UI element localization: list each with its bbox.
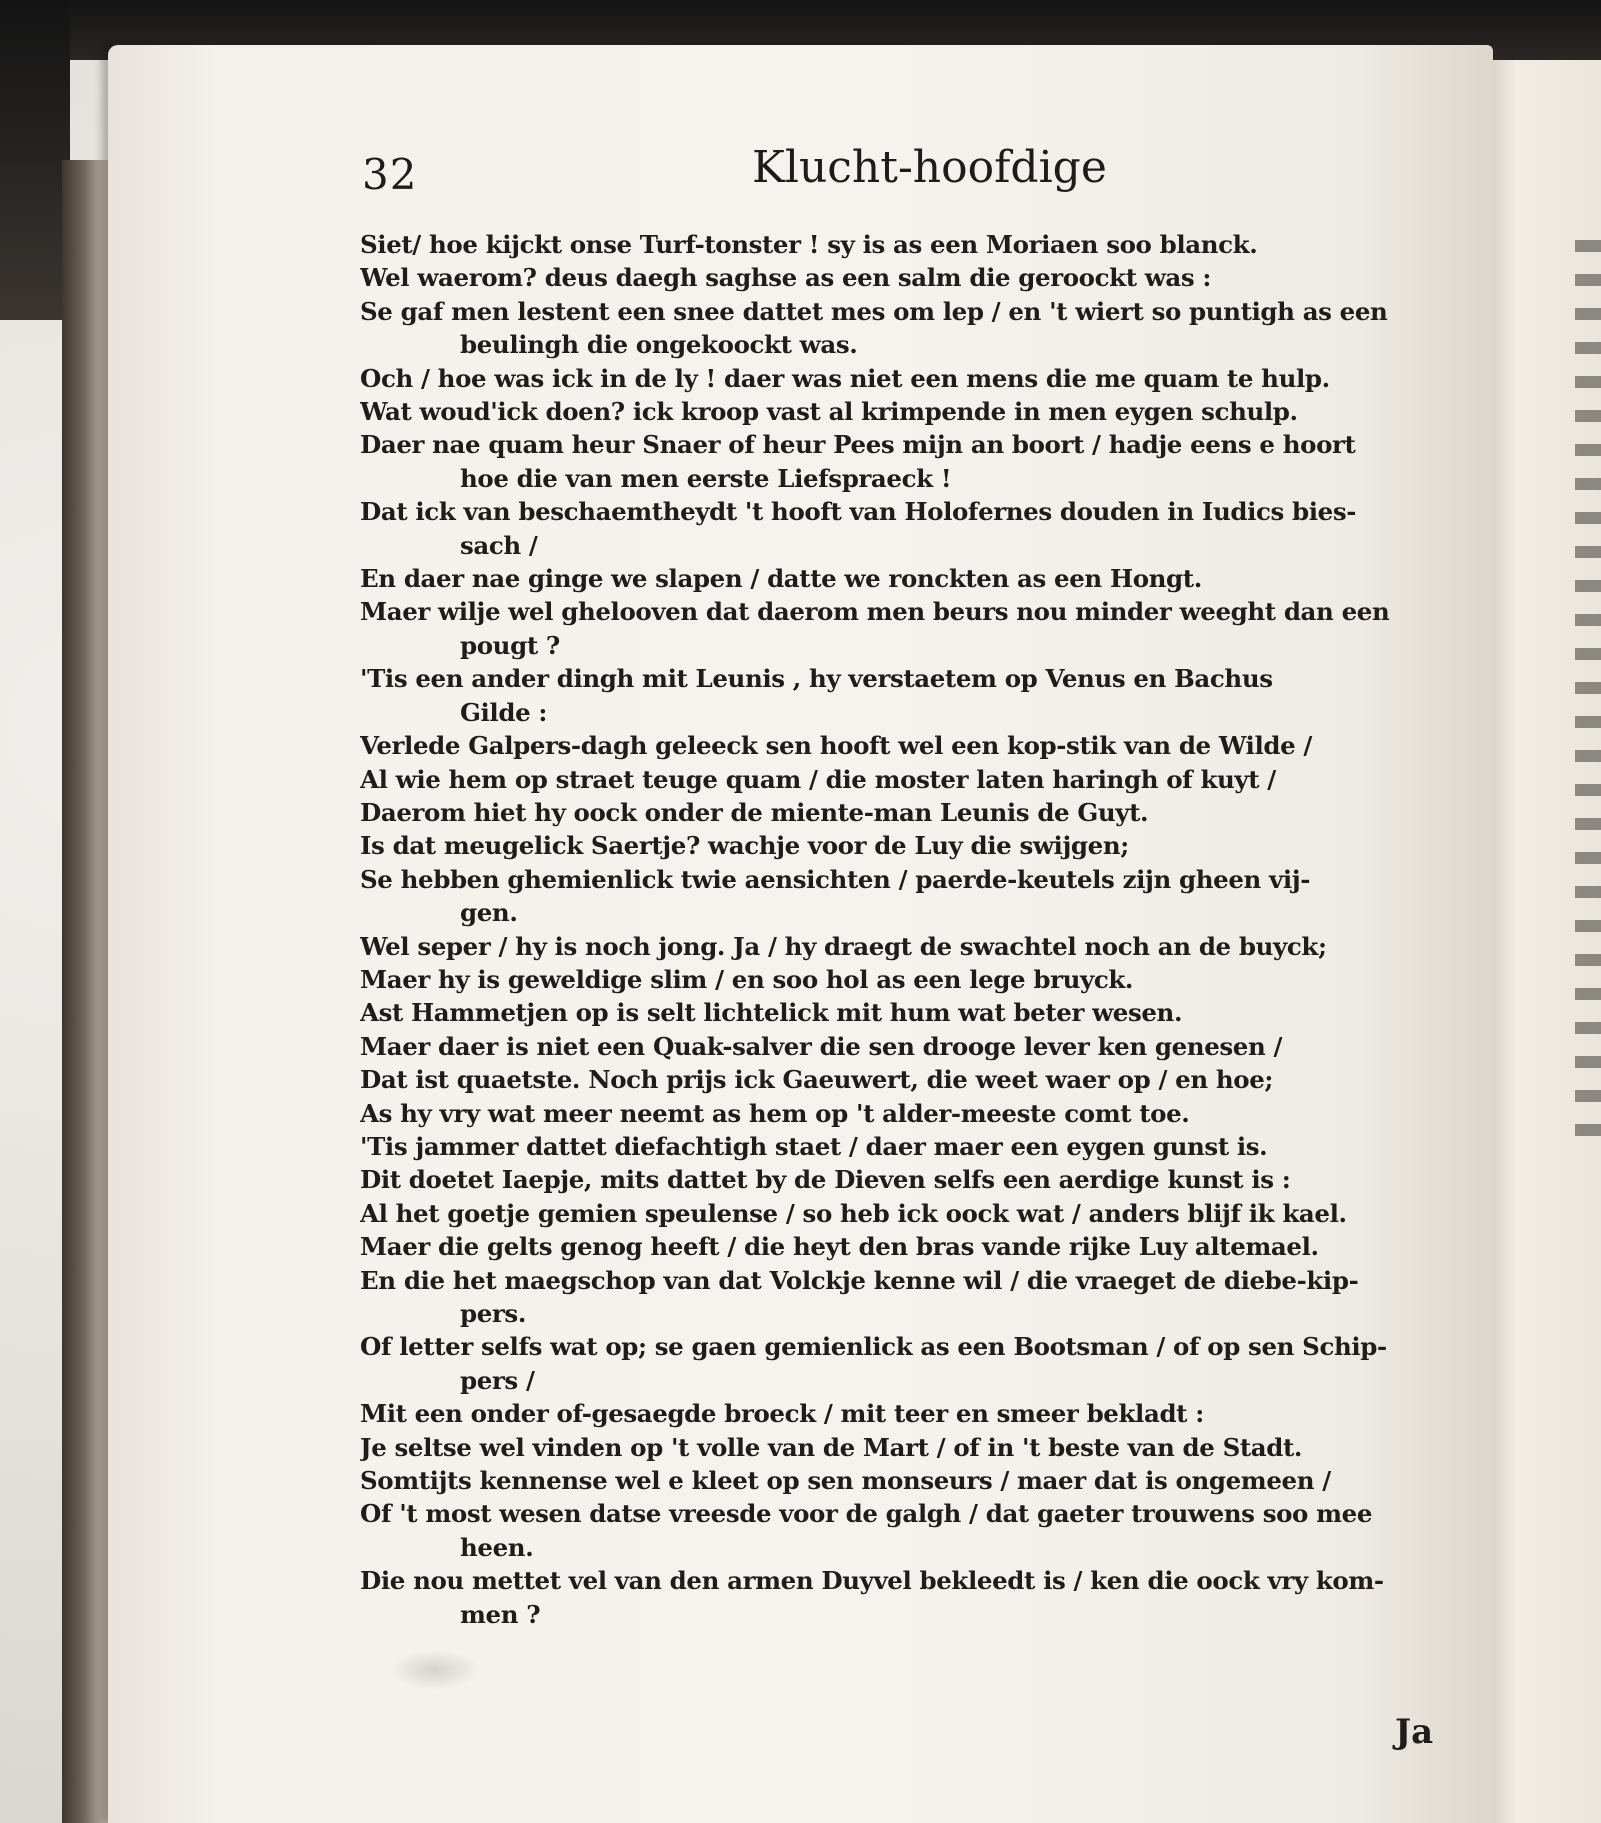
facing-page-text-edge — [1575, 240, 1601, 1140]
verse-line: Is dat meugelick Saertje? wachje voor de Luy die swijgen; — [360, 831, 1129, 861]
verse-line: Dat ist quaetste. Noch prijs ick Gaeuwert, die weet waer op / en hoe; — [360, 1065, 1274, 1095]
verse-line: Somtijts kennense wel e kleet op sen monseurs / maer dat is ongemeen / — [360, 1466, 1331, 1496]
verse-line: Daerom hiet hy oock onder de miente-man Leunis de Guyt. — [360, 797, 1149, 827]
ink-bleed-mark — [390, 1650, 480, 1690]
catchword: Ja — [1395, 1712, 1434, 1752]
verse-continuation-line: sach / — [460, 530, 538, 560]
verse-line: Mit een onder of-gesaegde broeck / mit teer en smeer bekladt : — [360, 1399, 1204, 1429]
verse-continuation-line: hoe die van men eerste Liefspraeck ! — [460, 463, 952, 493]
verse-continuation-line: heen. — [460, 1532, 534, 1562]
verse-line: 'Tis jammer dattet diefachtigh staet / daer maer een eygen gunst is. — [360, 1131, 1268, 1161]
running-head: Klucht-hoofdige — [752, 142, 1107, 193]
verse-continuation-line: pougt ? — [460, 630, 560, 660]
verse-line: Al wie hem op straet teuge quam / die moster laten haringh of kuyt / — [360, 764, 1276, 794]
verse-line: Dit doetet Iaepje, mits dattet by de Dieven selfs een aerdige kunst is : — [360, 1165, 1291, 1195]
verse-line: Maer daer is niet een Quak-salver die sen drooge lever ken genesen / — [360, 1031, 1283, 1061]
dark-background-left — [0, 0, 70, 320]
verse-line: Siet/ hoe kijckt onse Turf-tonster ! sy is as een Moriaen soo blanck. — [360, 230, 1258, 259]
verse-line: Of letter selfs wat op; se gaen gemienlick as een Bootsman / of op sen Schip- — [360, 1332, 1387, 1362]
verse-line: Of 't most wesen datse vreesde voor de galgh / dat gaeter trouwens soo mee — [360, 1499, 1373, 1529]
verse-line: As hy vry wat meer neemt as hem op 't alder-meeste comt toe. — [360, 1098, 1190, 1128]
verse-line: Och / hoe was ick in de ly ! daer was niet een mens die me quam te hulp. — [360, 363, 1330, 393]
verse-continuation-line: pers. — [460, 1299, 526, 1328]
verse-line: En die het maegschop van dat Volckje kenne wil / die vraeget de diebe-kip- — [360, 1265, 1359, 1295]
verse-continuation-line: beulingh die ongekoockt was. — [460, 330, 858, 360]
verse-continuation-line: pers / — [460, 1365, 535, 1395]
verse-line: Wat woud'ick doen? ick kroop vast al krimpende in men eygen schulp. — [360, 397, 1298, 427]
verse-line: Maer die gelts genog heeft / die heyt den bras vande rijke Luy altemael. — [360, 1232, 1319, 1262]
verse-line: Se gaf men lestent een snee dattet mes om lep / en 't wiert so puntigh as een — [360, 296, 1388, 326]
verse-line: Dat ick van beschaemtheydt 't hooft van Holofernes douden in Iudics bies- — [360, 497, 1357, 527]
verse-line: Wel seper / hy is noch jong. Ja / hy draegt de swachtel noch an de buyck; — [360, 931, 1327, 961]
verse-line: Daer nae quam heur Snaer of heur Pees mijn an boort / hadje eens e hoort — [360, 430, 1356, 460]
verse-line: En daer nae ginge we slapen / datte we ronckten as een Hongt. — [360, 564, 1202, 594]
verse-line: Je seltse wel vinden op 't volle van de Mart / of in 't beste van de Stadt. — [360, 1432, 1303, 1462]
verse-line: Se hebben ghemienlick twie aensichten / paerde-keutels zijn gheen vij- — [360, 864, 1311, 894]
verse-line: Verlede Galpers-dagh geleeck sen hooft wel een kop-stik van de Wilde / — [360, 731, 1312, 761]
verse-line: Al het goetje gemien speulense / so heb ick oock wat / anders blijf ik kael. — [360, 1198, 1347, 1228]
verse-text-block — [360, 228, 1470, 1631]
verse-line: Die nou mettet vel van den armen Duyvel bekleedt is / ken die oock vry kom- — [360, 1566, 1384, 1596]
verse-line: 'Tis een ander dingh mit Leunis , hy verstaetem op Venus en Bachus — [360, 664, 1273, 694]
page-number: 32 — [362, 150, 418, 199]
verse-line: Ast Hammetjen op is selt lichtelick mit hum wat beter wesen. — [360, 998, 1183, 1028]
verse-line: Maer wilje wel ghelooven dat daerom men beurs nou minder weeght dan een — [360, 597, 1390, 627]
verse-continuation-line: men ? — [460, 1599, 541, 1629]
verse-continuation-line: gen. — [460, 898, 518, 928]
verse-line: Maer hy is geweldige slim / en soo hol as een lege bruyck. — [360, 964, 1134, 994]
verse-line: Wel waerom? deus daegh saghse as een salm die geroockt was : — [360, 263, 1212, 293]
verse-continuation-line: Gilde : — [460, 697, 548, 727]
